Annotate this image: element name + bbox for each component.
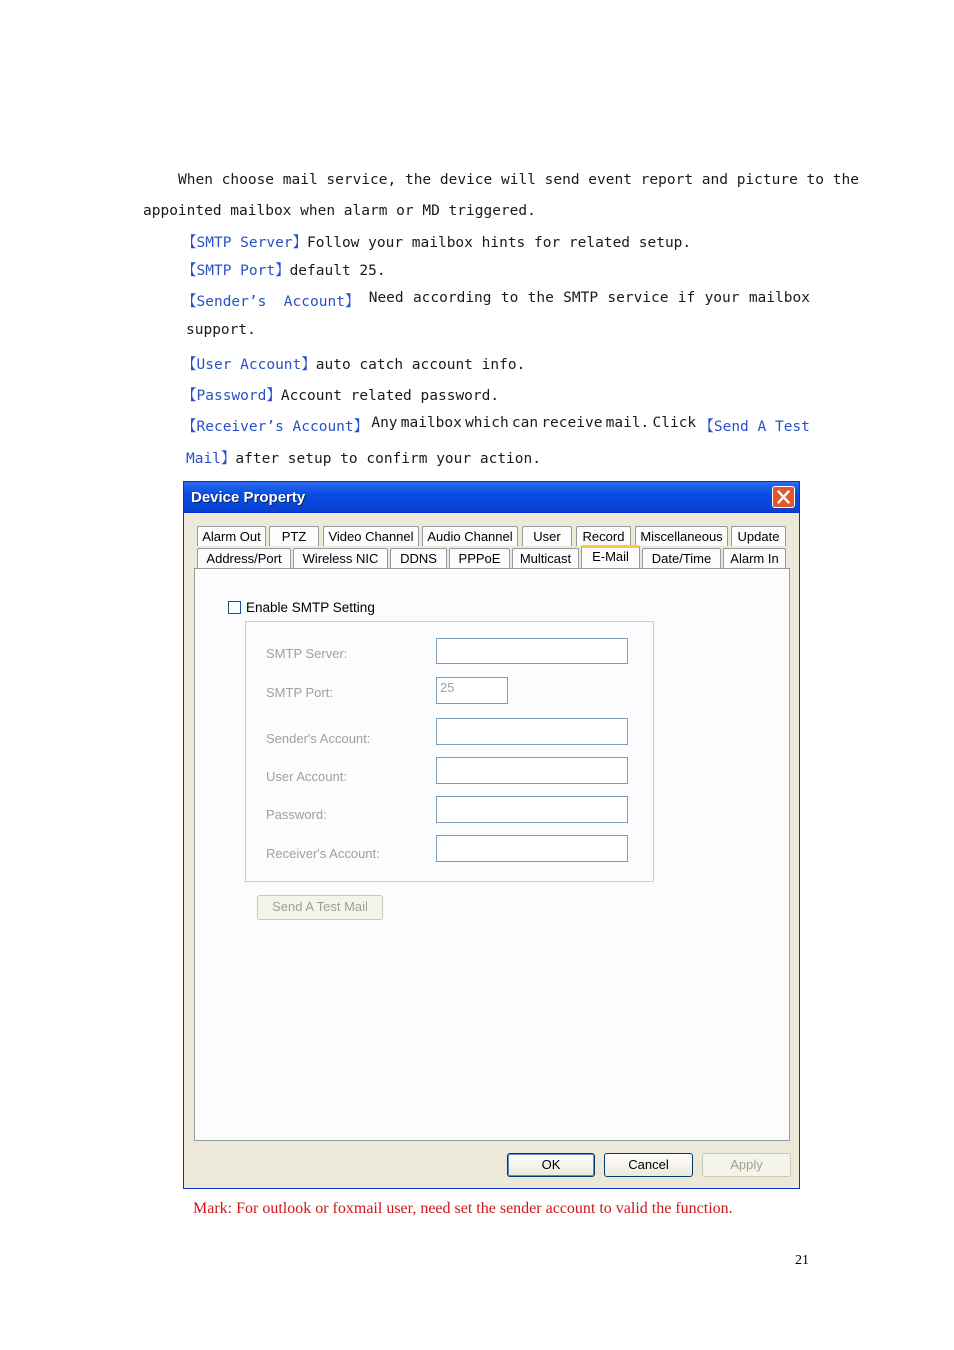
send-test-tag-b: Mail】 xyxy=(186,451,236,467)
enable-smtp-row[interactable] xyxy=(228,600,375,615)
password-tag: 【Password】 xyxy=(182,388,281,404)
after-desc: after setup to confirm your action. xyxy=(235,451,541,467)
sender-word: mailbox xyxy=(748,290,810,306)
smtp-server-line xyxy=(182,231,691,252)
tab-wireless-nic[interactable]: Wireless NIC xyxy=(293,548,388,568)
page-number: 21 xyxy=(795,1253,809,1268)
smtp-port-label: SMTP Port: xyxy=(266,685,333,700)
receiver-word: receive xyxy=(541,415,603,431)
sender-word: SMTP xyxy=(563,290,599,306)
enable-smtp-checkbox[interactable] xyxy=(228,601,241,614)
user-account-line xyxy=(182,353,525,374)
receiver-word: can xyxy=(511,415,539,431)
apply-button[interactable]: Apply xyxy=(702,1153,791,1177)
sender-word: your xyxy=(704,290,740,306)
password-line xyxy=(182,384,499,405)
smtp-port-desc: default 25. xyxy=(289,263,386,279)
user-account-tag: 【User Account】 xyxy=(182,357,316,373)
password-desc: Account related password. xyxy=(280,388,500,404)
receivers-account-input[interactable] xyxy=(436,835,628,862)
receiver-word: Any xyxy=(371,415,398,431)
dialog-title: Device Property xyxy=(191,489,306,506)
title-bar[interactable] xyxy=(184,482,799,513)
password-label: Password: xyxy=(266,807,327,822)
sender-word: if xyxy=(677,290,696,306)
smtp-server-label: SMTP Server: xyxy=(266,646,348,661)
user-account-input[interactable] xyxy=(436,757,628,784)
tab-email[interactable]: E-Mail xyxy=(581,545,640,568)
smtp-server-tag: 【SMTP Server】 xyxy=(182,235,308,251)
smtp-server-input[interactable] xyxy=(436,638,628,664)
tab-audio-channel[interactable]: Audio Channel xyxy=(422,526,518,546)
tab-miscellaneous[interactable]: Miscellaneous xyxy=(635,526,728,546)
tab-address-port[interactable]: Address/Port xyxy=(197,548,291,568)
receiver-word: which xyxy=(465,415,509,431)
smtp-port-line xyxy=(182,259,386,280)
tab-pppoe[interactable]: PPPoE xyxy=(449,548,510,568)
ok-button[interactable]: OK xyxy=(507,1153,595,1177)
intro-line-2: appointed mailbox when alarm or MD triggered. xyxy=(143,203,536,219)
receiver-word: Click xyxy=(652,415,697,431)
sender-word: according xyxy=(412,290,492,306)
receiver-tag: 【Receiver’s Account】 xyxy=(182,419,369,435)
tab-video-channel[interactable]: Video Channel xyxy=(323,526,419,546)
smtp-server-desc: Follow your mailbox hints for related setup. xyxy=(307,235,692,251)
cancel-button[interactable]: Cancel xyxy=(604,1153,693,1177)
send-test-mail-button[interactable]: Send A Test Mail xyxy=(257,895,383,920)
receiver-word: mailbox xyxy=(400,415,462,431)
receivers-account-label: Receiver's Account: xyxy=(266,846,380,861)
sender-line xyxy=(182,290,810,311)
smtp-port-input[interactable]: 25 xyxy=(436,677,508,704)
sender-word: service xyxy=(607,290,669,306)
close-icon xyxy=(777,490,790,504)
tab-user[interactable]: User xyxy=(522,526,572,546)
user-account-desc: auto catch account info. xyxy=(315,357,526,373)
sender-line-2: support. xyxy=(186,322,256,338)
tab-ddns[interactable]: DDNS xyxy=(390,548,447,568)
tab-alarm-in[interactable]: Alarm In xyxy=(723,548,786,568)
sender-word: to xyxy=(500,290,519,306)
password-input[interactable] xyxy=(436,796,628,823)
receiver-line xyxy=(182,415,810,436)
smtp-port-tag: 【SMTP Port】 xyxy=(182,263,290,279)
device-property-dialog xyxy=(183,481,800,1189)
tab-multicast[interactable]: Multicast xyxy=(512,548,579,568)
tab-ptz[interactable]: PTZ xyxy=(269,526,319,546)
after-line xyxy=(186,447,541,468)
sender-tag: 【Sender’s Account】 xyxy=(182,294,360,310)
send-test-tag-a: 【Send A Test xyxy=(699,419,810,435)
sender-word: Need xyxy=(368,290,404,306)
intro-line-1: When choose mail service, the device will send event report and picture to the xyxy=(178,172,859,188)
enable-smtp-label: Enable SMTP Setting xyxy=(246,600,375,615)
receiver-word: mail. xyxy=(605,415,650,431)
sender-word: the xyxy=(527,290,554,306)
tab-date-time[interactable]: Date/Time xyxy=(642,548,721,568)
tab-record[interactable]: Record xyxy=(576,526,631,546)
close-button[interactable] xyxy=(772,486,795,508)
tab-update[interactable]: Update xyxy=(731,526,786,546)
user-account-label: User Account: xyxy=(266,769,347,784)
senders-account-input[interactable] xyxy=(436,718,628,745)
senders-account-label: Sender's Account: xyxy=(266,731,371,746)
tab-alarm-out[interactable]: Alarm Out xyxy=(197,526,266,546)
mark-note: Mark: For outlook or foxmail user, need set the sender account to valid the function. xyxy=(193,1200,733,1217)
